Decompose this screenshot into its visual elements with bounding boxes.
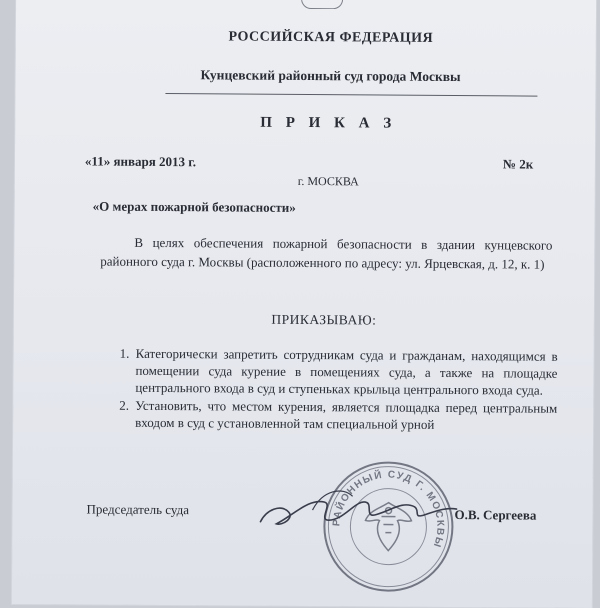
seal-ring-text: РАЙОННЫЙ СУД Г. МОСКВЫ xyxy=(331,469,446,550)
document-sheet xyxy=(12,0,596,608)
list-item xyxy=(119,345,557,399)
emblem-icon xyxy=(301,0,343,9)
order-list xyxy=(119,345,558,434)
order-word: ПРИКАЗЫВАЮ: xyxy=(271,311,377,328)
document-number: № 2к xyxy=(502,156,534,172)
list-item-text: Категорически запретить сотрудникам суда и гражданам, находящимся в помещении суда курение в помещениях суда, а также на площадке центрального входа в суд и ступеньках крыльца центрального входа суда. xyxy=(135,345,558,398)
country-heading: РОССИЙСКАЯ ФЕДЕРАЦИЯ xyxy=(228,29,434,46)
document-subject: «О мерах пожарной безопасности» xyxy=(92,198,296,215)
list-item-text: Установить, что местом курения, является площадка перед центральным входом в суд с установленной там специальной урной xyxy=(135,397,558,432)
document-date: «11» января 2013 г. xyxy=(84,153,197,170)
document-city: г. МОСКВА xyxy=(297,173,359,189)
court-heading: Кунцевский районный суд города Москвы xyxy=(200,67,461,85)
signer-name: О.В. Сергеева xyxy=(454,507,537,523)
signer-position: Председатель суда xyxy=(86,501,190,518)
list-item-number: 2. xyxy=(119,397,130,413)
header-divider xyxy=(165,93,537,97)
list-item-number: 1. xyxy=(119,345,130,361)
list-item xyxy=(119,397,557,434)
preamble-paragraph: В целях обеспечения пожарной безопасности в здании кунцевского районного суда г. Москвы (расположенного по адресу: ул. Ярцевская, д. 12, к. 1) xyxy=(100,234,553,272)
handwritten-signature xyxy=(252,480,462,541)
document-title: П Р И К А З xyxy=(260,114,397,132)
